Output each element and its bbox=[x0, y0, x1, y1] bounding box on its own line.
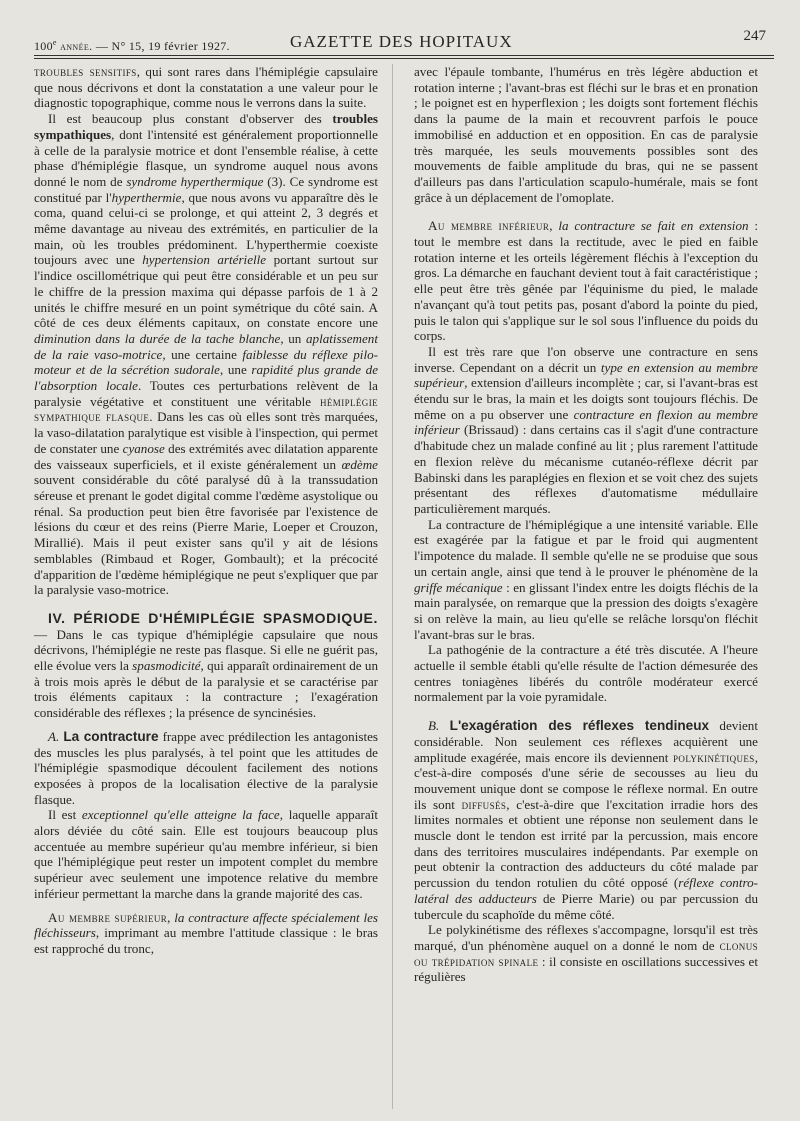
issue-year-suffix: e bbox=[52, 38, 57, 47]
spacer bbox=[34, 721, 378, 729]
paragraph bbox=[414, 922, 758, 985]
smallcaps-term: Au membre inférieur bbox=[428, 218, 550, 234]
text: , imprimant au membre l'attitude classique : le bras est rapproché du tronc, bbox=[34, 925, 378, 956]
header-rule-double bbox=[34, 58, 774, 59]
page-number: 247 bbox=[743, 28, 766, 44]
text: , c'est-à-dire composés d'une série de secousses au lieu du mouvement unique dont se compose le réflexe normal. En outre ils sont bbox=[414, 749, 758, 812]
italic-term: œdème bbox=[341, 456, 378, 472]
left-column bbox=[34, 64, 378, 957]
italic-term: hypertension artérielle bbox=[142, 252, 267, 268]
text: , qui sont rares dans l'hémiplégie capsulaire que nous décrivons et dont la constatation a une valeur pour le diagnostic topographique, comme nous le verrons dans la suite. bbox=[34, 64, 378, 111]
paragraph bbox=[414, 718, 758, 922]
paragraph bbox=[414, 64, 758, 205]
paragraph bbox=[414, 517, 758, 643]
paragraph bbox=[34, 807, 378, 901]
text: — Dans le cas typique d'hémiplégie capsulaire que nous décrivons, l'hémiplégie ne reste pas flasque. Si elle ne guérit pas, elle évolue vers la bbox=[34, 626, 378, 674]
issue-year: 100 bbox=[34, 39, 53, 53]
text: , laquelle apparaît alors déviée du côté sain. Elle est toujours beaucoup plus accentuée au membre supérieur qu'au membre inférieur, si bien que l'hémiplégique peut rester un impotent complet du membre supérieur avec seulement une impotence relative du membre inférieur permettant la marche dans la grande majorité des cas. bbox=[34, 807, 378, 901]
italic-term: hyperthermie bbox=[111, 189, 182, 205]
smallcaps-term: diffusés bbox=[461, 796, 507, 812]
smallcaps-term: clonus ou trépidation spinale bbox=[414, 937, 758, 969]
item-label: B. bbox=[428, 718, 440, 734]
text: , un bbox=[280, 330, 306, 346]
paragraph bbox=[414, 642, 758, 705]
text: frappe avec prédilection les antagonistes des muscles les plus paralysés, à tel point que les attitudes de l'hémiplégie spasmodique découlent facilement des notions exposées à propos de la localisation élective de la paralysie flasque. bbox=[34, 728, 378, 807]
item-label: A. bbox=[48, 728, 60, 744]
italic-term: réflexe contro-latéral des adducteurs bbox=[414, 875, 759, 906]
text: Il est bbox=[48, 807, 82, 823]
italic-term: rapidité plus grande de l'absorption locale bbox=[34, 362, 379, 394]
text: . Toutes ces perturbations relèvent de la paralysie végétative et constituent une véritable bbox=[34, 378, 378, 409]
spacer bbox=[34, 902, 378, 910]
text: La contracture de l'hémiplégique a une intensité variable. Elle est exagérée par la fatigue et par le froid qui augmentent l'impotence du malade. Il semble qu'elle ne se produise que sous un certain angle, ainsi que tend à le prouver le phénomène de la bbox=[414, 516, 758, 579]
italic-term: faiblesse du réflexe pilo-moteur et de la sécrétion sudorale bbox=[34, 346, 378, 378]
text: , bbox=[167, 909, 175, 925]
text: portant surtout sur l'indice oscillométrique qui peut être considérable et un peu sur le chiffre de la pression maxima qui dépasse parfois de 1 à 2 unités le chiffre mesuré en un point symétrique du côté sain. A côté de ces deux éléments capitaux, on constate encore une bbox=[34, 252, 378, 331]
text: , qui apparaît ordinairement de un à trois mois après le début de la paralysie et se caractérise par trois éléments capitaux : la contracture ; l'exagération considérable des réflexes ; la présence de syncinésies. bbox=[34, 658, 378, 721]
italic-term: griffe mécanique bbox=[414, 579, 503, 595]
text: Il est beaucoup plus constant d'observer des bbox=[48, 111, 333, 127]
column-divider bbox=[392, 64, 393, 1109]
text: devient considérable. Non seulement ces réflexes acquièrent une amplitude exagérée, mais encore ils deviennent bbox=[414, 718, 758, 765]
text: , bbox=[549, 218, 559, 234]
text: , une bbox=[220, 362, 252, 378]
text: , dont l'intensité est généralement proportionnelle à celle de la paralysie motrice et dont l'ensemble réalise, à cette phase d'hémiplégie flasque, un syndrome auquel nous avons donné le nom de bbox=[34, 126, 378, 189]
issue-word: année. bbox=[60, 39, 93, 53]
section-title: IV. PÉRIODE D'HÉMIPLÉGIE SPASMODIQUE. bbox=[48, 609, 378, 626]
journal-title: GAZETTE DES HOPITAUX bbox=[290, 32, 513, 51]
text: Il est très rare que l'on observe une contracture en sens inverse. Cependant on a décrit un bbox=[414, 343, 758, 375]
text: des extrémités avec dilatation apparente des vaisseaux superficiels, et il existe généralement un bbox=[34, 440, 378, 472]
spacer bbox=[414, 705, 758, 718]
text: : en glissant l'index entre les doigts fléchis de la main paralysée, on remarque que la pression des doigts s'exagère si on relève la main, au lieu qu'elle se relâche lorsqu'on fléchit l'avant-bras sur le bras. bbox=[414, 579, 759, 642]
text: Le polykinétisme des réflexes s'accompagne, lorsqu'il est très marqué, d'un phénomène auquel on a donné le nom de bbox=[414, 922, 758, 953]
italic-term: exceptionnel qu'elle atteigne la face bbox=[81, 807, 280, 823]
paragraph bbox=[34, 910, 378, 957]
text: de Pierre Marie) ou par percussion du tubercule du scaphoïde du même côté. bbox=[414, 890, 758, 922]
paragraph bbox=[414, 344, 758, 517]
bold-term: troubles sympathiques bbox=[34, 111, 378, 142]
paragraph bbox=[34, 729, 378, 808]
issue-info bbox=[34, 38, 230, 54]
text: (3). Ce syndrome est constitué par l' bbox=[34, 173, 378, 205]
page-header bbox=[34, 20, 774, 60]
bold-term: L'exagération des réflexes tendineux bbox=[449, 718, 710, 734]
italic-term: aplatissement de la raie vaso-motrice bbox=[34, 330, 378, 362]
italic-term: la contracture affecte spécialement les fléchisseurs bbox=[34, 909, 378, 941]
spacer bbox=[414, 205, 758, 218]
section-heading bbox=[34, 611, 378, 721]
text: avec l'épaule tombante, l'humérus en très légère abduction et rotation interne ; l'avant-bras est fléchi sur le bras et en pronation ; le poignet est en hyperflexion ; les doigts sont fortement fléchis dans la paume de la main et recouvrent parfois le pouce immobilisé en adduction et en opposition. En cas de paralysie très marquée, les seuls mouvements possibles sont des mouvements de faible amplitude du bras, qui ne se passent d'ailleurs pas dans l'articulation scapulo-humérale, mais se font grâce à un déplacement de l'omoplate. bbox=[414, 64, 758, 205]
header-rule bbox=[34, 55, 774, 56]
right-column bbox=[414, 64, 758, 985]
smallcaps-term: troubles sensitifs bbox=[34, 64, 137, 79]
text: souvent considérable du côté paralysé dû à la transsudation séreuse et prenant le godet digital comme l'œdème asystolique ou rénal. Sa production peut bien être favorisée par l'existence de lésions du cœur et des reins (Pierre Marie, Loeper et Crouzon, Mirallié). Mais il peut exister sans qu'il y ait de lésions semblables (Rimbaud et Roger, Gombault); et la précocité d'apparition de l'œdème hémiplégique ne peut s'expliquer que par la paralysie vaso-motrice. bbox=[34, 472, 378, 598]
text: , une certaine bbox=[162, 346, 243, 362]
text: : tout le membre est dans la rectitude, avec le pied en faible rotation interne et les orteils légèrement fléchis à l'exception du gros. La démarche en fauchant devient tout à fait caractéristique ; elle peut être très gênée par l'équinisme du pied, le malade n'avançant qu'à tout petits pas, posant d'abord la pointe du pied, puis le talon qui s'applique sur le sol sous l'influence du poids du corps. bbox=[414, 218, 759, 344]
text: La pathogénie de la contracture a été très discutée. A l'heure actuelle il semble établi qu'elle résulte de l'action démesurée des centres toniagènes libérés du contrôle modérateur exercé normalement par la voie pyramidale. bbox=[414, 642, 758, 705]
italic-term: spasmodicité bbox=[132, 658, 201, 674]
text: , que nous avons vu apparaître dès le coma, quand celui-ci se prolonge, et qui atteint 2, 3 degrés et même davantage au niveau des extrémités, en particulier de la main, où les troubles prédominent. L'hyperthermie coexiste toujours avec une bbox=[34, 189, 378, 268]
text: (Brissaud) : dans certains cas il s'agit d'une contracture d'habitude chez un malade confiné au lit ; plus rarement l'attitude en flexion relève du mécanisme cutanéo-réflexe décrit par Babinski dans les paraplégies en flexion et se voit chez des sujets présentant des réflexes d'automatisme médullaire particulièrement marqués. bbox=[414, 422, 758, 516]
text: , c'est-à-dire que l'excitation irradie hors des limites normales et obtient une réponse non seulement dans le muscle dont le tendon est irrité par la percussion, mais encore dans des territoires musculaires indépendants. Par exemple on peut obtenir la contraction des adducteurs du côté malade par percussion du tendon rotulien du côté opposé ( bbox=[414, 796, 758, 891]
italic-term: cyanose bbox=[122, 440, 165, 456]
issue-date: — N° 15, 19 février 1927. bbox=[95, 39, 230, 53]
smallcaps-term: hémiplégie sympathique flasque bbox=[34, 393, 378, 425]
smallcaps-term: Au membre supérieur bbox=[48, 909, 168, 925]
italic-term: diminution dans la durée de la tache blanche bbox=[34, 330, 281, 346]
text: . Dans les cas où elles sont très marquées, la vaso-dilatation paralytique est visible à l'inspection, qui permet de constater une bbox=[34, 409, 379, 456]
paragraph bbox=[414, 218, 758, 344]
smallcaps-term: polykinétiques bbox=[673, 749, 755, 765]
paragraph bbox=[34, 64, 378, 111]
bold-term: La contracture bbox=[63, 728, 159, 744]
italic-term: type en extension au membre supérieur bbox=[414, 359, 758, 391]
italic-term: syndrome hyperthermique bbox=[126, 173, 264, 189]
italic-term: la contracture se fait en extension bbox=[558, 218, 749, 234]
paragraph bbox=[34, 111, 378, 598]
text: , extension d'ailleurs incomplète ; car, si l'avant-bras est étendu sur le bras, la main et les doigts sont toujours fléchis. De même on a pu observer une bbox=[414, 375, 758, 422]
text: : il consiste en oscillations successives et régulières bbox=[414, 953, 759, 985]
italic-term: contracture en flexion au membre inférieur bbox=[414, 406, 758, 438]
